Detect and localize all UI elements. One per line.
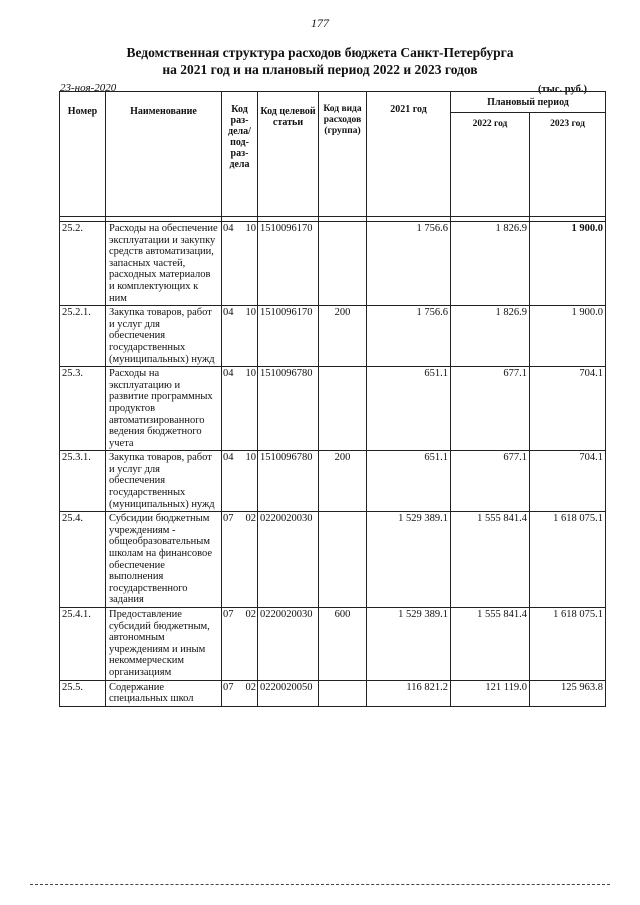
table-row: [60, 367, 606, 451]
subsection: 10: [245, 368, 256, 380]
row-amount-2022: 121 119.0: [451, 680, 530, 706]
footer-dashed-rule: [30, 884, 610, 885]
section: 07: [223, 609, 234, 620]
title-line-1: Ведомственная структура расходов бюджета Санкт-Петербурга: [126, 45, 514, 60]
row-section-code: [222, 512, 258, 608]
header-year-2023: 2023 год: [530, 113, 606, 217]
row-kind-code: 200: [319, 306, 367, 367]
row-target-code: 0220020030: [258, 608, 319, 681]
row-name: Закупка товаров, работ и услуг для обеспечения государственных (муниципальных) нужд: [106, 451, 222, 512]
table-row: [60, 222, 606, 306]
row-section-code: [222, 367, 258, 451]
row-number: 25.3.: [60, 367, 106, 451]
row-amount-2023: 1 618 075.1: [530, 512, 606, 608]
subsection: 10: [245, 307, 256, 319]
row-amount-2022: 1 826.9: [451, 306, 530, 367]
row-number: 25.4.1.: [60, 608, 106, 681]
row-amount-2022: 1 555 841.4: [451, 512, 530, 608]
section: 04: [223, 223, 234, 234]
section: 04: [223, 307, 234, 319]
row-amount-2022: 677.1: [451, 451, 530, 512]
subsection: 02: [245, 681, 256, 693]
row-amount-2023: 704.1: [530, 367, 606, 451]
row-amount-2023: 1 618 075.1: [530, 608, 606, 681]
table-row: [60, 451, 606, 512]
row-section-code: [222, 608, 258, 681]
row-target-code: 1510096170: [258, 222, 319, 306]
header-target-code: Код целевой статьи: [258, 92, 319, 217]
row-amount-2021: 1 529 389.1: [367, 608, 451, 681]
row-name: Предоставление субсидий бюджетным, автономным учреждениям и иным некоммерческим организациям: [106, 608, 222, 681]
header-year-2022: 2022 год: [451, 113, 530, 217]
row-name: Содержание специальных школ: [106, 680, 222, 706]
row-number: 25.2.1.: [60, 306, 106, 367]
table-row: [60, 608, 606, 681]
table-row: [60, 680, 606, 706]
row-kind-code: 200: [319, 451, 367, 512]
row-amount-2021: 651.1: [367, 451, 451, 512]
row-target-code: 1510096780: [258, 451, 319, 512]
row-amount-2022: 1 555 841.4: [451, 608, 530, 681]
title-line-2: на 2021 год и на плановый период 2022 и 2023 годов: [162, 62, 478, 77]
header-kind-code: Код вида расходов (группа): [319, 92, 367, 217]
units-label: (тыс. руб.): [538, 84, 587, 95]
row-section-code: [222, 222, 258, 306]
subsection: 02: [245, 609, 256, 620]
row-amount-2023: 704.1: [530, 451, 606, 512]
row-target-code: 0220020050: [258, 680, 319, 706]
header-year-2021: 2021 год: [367, 92, 451, 217]
row-target-code: 0220020030: [258, 512, 319, 608]
header-section-code: Код раз-дела/ под-раз-дела: [222, 92, 258, 217]
row-kind-code: 600: [319, 608, 367, 681]
row-amount-2021: 1 529 389.1: [367, 512, 451, 608]
row-section-code: [222, 306, 258, 367]
header-plan-period: Плановый период: [451, 92, 606, 113]
row-name: Субсидии бюджетным учреждениям - общеобразовательным школам на финансовое обеспечение выполнения государственного задания: [106, 512, 222, 608]
row-kind-code: [319, 367, 367, 451]
section: 07: [223, 513, 234, 525]
table-row: [60, 512, 606, 608]
row-kind-code: [319, 222, 367, 306]
document-title: [0, 44, 640, 78]
row-number: 25.4.: [60, 512, 106, 608]
row-amount-2021: 1 756.6: [367, 222, 451, 306]
row-amount-2021: 116 821.2: [367, 680, 451, 706]
subsection: 10: [245, 223, 256, 234]
row-amount-2023: 1 900.0: [530, 222, 606, 306]
subsection: 10: [245, 452, 256, 464]
row-amount-2021: 651.1: [367, 367, 451, 451]
budget-table-body: [60, 222, 606, 707]
row-amount-2023: 125 963.8: [530, 680, 606, 706]
page-number: 177: [311, 16, 329, 30]
header-number: Номер: [60, 92, 106, 217]
row-target-code: 1510096780: [258, 367, 319, 451]
budget-table: [59, 91, 606, 707]
document-date: 23-ноя-2020: [60, 82, 117, 94]
row-kind-code: [319, 512, 367, 608]
row-section-code: [222, 680, 258, 706]
row-kind-code: [319, 680, 367, 706]
row-number: 25.3.1.: [60, 451, 106, 512]
row-target-code: 1510096170: [258, 306, 319, 367]
row-number: 25.5.: [60, 680, 106, 706]
row-name: Закупка товаров, работ и услуг для обеспечения государственных (муниципальных) нужд: [106, 306, 222, 367]
subsection: 02: [245, 513, 256, 525]
row-number: 25.2.: [60, 222, 106, 306]
row-amount-2021: 1 756.6: [367, 306, 451, 367]
row-name: Расходы на эксплуатацию и развитие программных продуктов автоматизированного ведения бюджетного учета: [106, 367, 222, 451]
row-name: Расходы на обеспечение эксплуатации и закупку средств автоматизации, запасных частей, расходных материалов и комплектующих к ним: [106, 222, 222, 306]
section: 07: [223, 681, 234, 693]
header-name: Наименование: [106, 92, 222, 217]
row-amount-2023: 1 900.0: [530, 306, 606, 367]
row-amount-2022: 677.1: [451, 367, 530, 451]
row-amount-2022: 1 826.9: [451, 222, 530, 306]
table-row: [60, 306, 606, 367]
row-section-code: [222, 451, 258, 512]
section: 04: [223, 368, 234, 380]
section: 04: [223, 452, 234, 464]
